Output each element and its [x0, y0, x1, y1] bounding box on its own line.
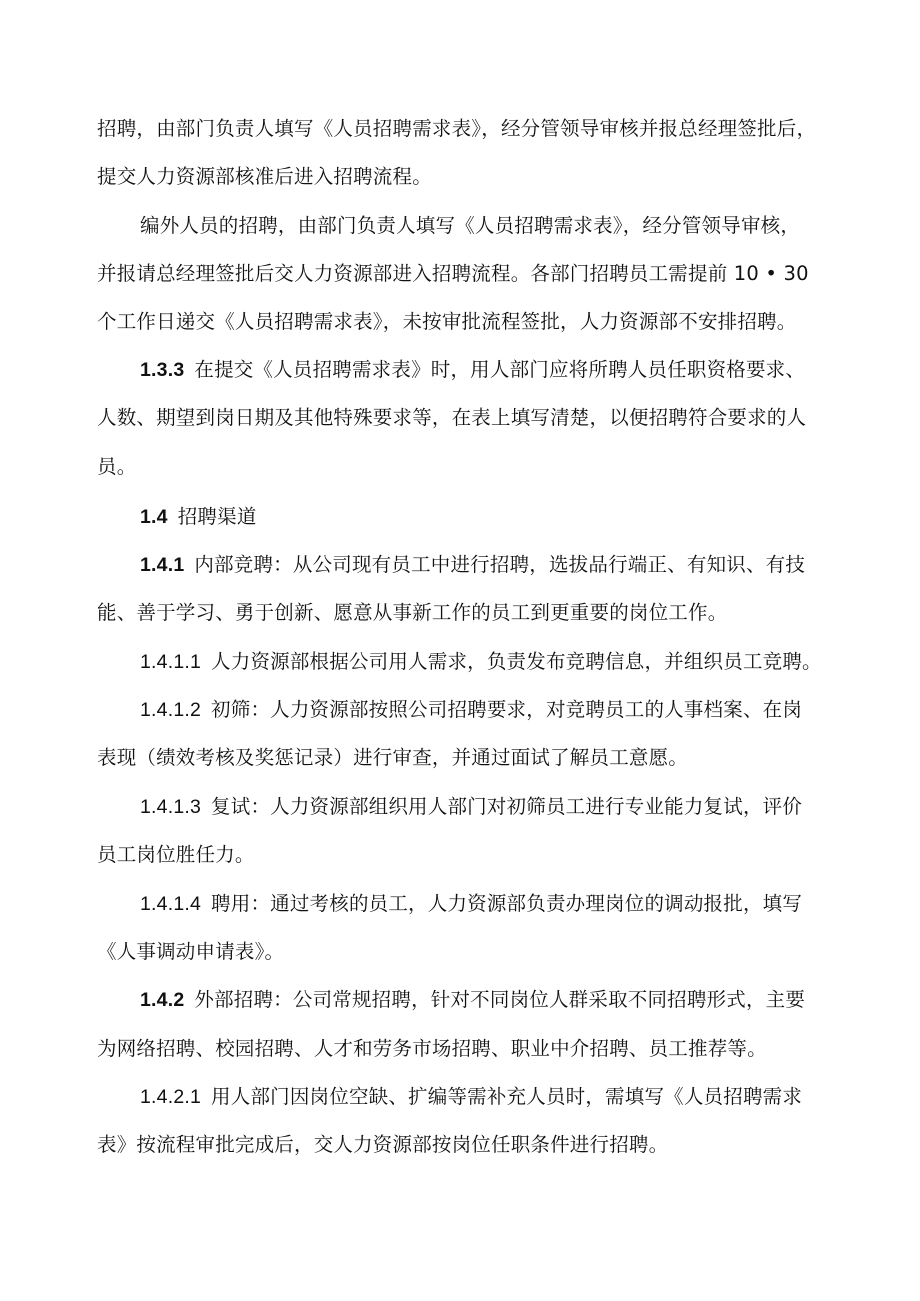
- line-text: 初筛：人力资源部按照公司招聘要求，对竞聘员工的人事档案、在岗: [211, 698, 803, 721]
- section-number: 1.4.2: [140, 989, 185, 1011]
- line-text: 员工岗位胜任力。: [97, 843, 255, 866]
- paragraph-line: [97, 455, 136, 479]
- paragraph-line: [140, 214, 800, 238]
- section-number: 1.4.1.4: [140, 893, 202, 915]
- line-text: 能、善于学习、勇于创新、愿意从事新工作的员工到更重要的岗位工作。: [97, 601, 728, 624]
- section-number: 1.4.1: [140, 554, 185, 576]
- section-heading-1-4: [140, 505, 257, 529]
- line-text: 个工作日递交《人员招聘需求表》，未按审批流程签批，人力资源部不安排招聘。: [97, 310, 797, 333]
- paragraph-line: [97, 940, 284, 964]
- section-line-1-4-1-4: [140, 892, 802, 916]
- section-title: 招聘渠道: [177, 505, 257, 528]
- line-text: 提交人力资源部核准后进入招聘流程。: [97, 165, 432, 188]
- line-text: 外部招聘：公司常规招聘，针对不同岗位人群采取不同招聘形式，主要: [194, 988, 806, 1011]
- line-text: 用人部门因岗位空缺、扩编等需补充人员时，需填写《人员招聘需求: [211, 1085, 803, 1108]
- section-line-1-4-2-1: [140, 1085, 802, 1109]
- line-text: 内部竞聘：从公司现有员工中进行招聘，选拔品行端正、有知识、有技: [194, 553, 806, 576]
- section-number: 1.4: [140, 506, 168, 528]
- line-text: 编外人员的招聘，由部门负责人填写《人员招聘需求表》，经分管领导审核，: [140, 214, 801, 237]
- paragraph-line: [97, 406, 806, 430]
- line-text: 员。: [97, 455, 137, 478]
- line-text: 人数、期望到岗日期及其他特殊要求等，在表上填写清楚，以便招聘符合要求的人: [97, 406, 807, 429]
- line-text: 招聘，由部门负责人填写《人员招聘需求表》，经分管领导审核并报总经理签批后，: [97, 117, 817, 140]
- section-number: 1.3.3: [140, 359, 185, 381]
- line-text: 表》按流程审批完成后，交人力资源部按岗位任职条件进行招聘。: [97, 1133, 669, 1156]
- line-text: 《人事调动申请表》。: [97, 940, 285, 963]
- paragraph-line: [97, 601, 727, 625]
- line-text: 聘用：通过考核的员工，人力资源部负责办理岗位的调动报批，填写: [211, 892, 803, 915]
- section-number: 1.4.2.1: [140, 1086, 202, 1108]
- line-text: 为网络招聘、校园招聘、人才和劳务市场招聘、职业中介招聘、员工推荐等。: [97, 1037, 767, 1060]
- paragraph-line: [97, 262, 809, 286]
- paragraph-line: [97, 310, 796, 334]
- section-number: 1.4.1.1: [140, 651, 202, 673]
- paragraph-line: [97, 1037, 767, 1061]
- section-number: 1.4.1.3: [140, 796, 202, 818]
- section-line-1-4-1-3: [140, 795, 802, 819]
- paragraph-line: [97, 1133, 668, 1157]
- section-line-1-3-3: [140, 358, 805, 382]
- section-line-1-4-1-2: [140, 698, 802, 722]
- line-text: 人力资源部根据公司用人需求，负责发布竞聘信息，并组织员工竞聘。: [211, 650, 822, 673]
- paragraph-line: [97, 165, 432, 189]
- section-line-1-4-1-1: [140, 650, 822, 674]
- section-line-1-4-1: [140, 553, 805, 577]
- line-text: 在提交《人员招聘需求表》时，用人部门应将所聘人员任职资格要求、: [194, 358, 806, 381]
- line-text: 复试：人力资源部组织用人部门对初筛员工进行专业能力复试，评价: [211, 795, 803, 818]
- section-line-1-4-2: [140, 988, 805, 1012]
- section-number: 1.4.1.2: [140, 699, 202, 721]
- line-text: 表现（绩效考核及奖惩记录）进行审查，并通过面试了解员工意愿。: [97, 746, 689, 769]
- paragraph-line: [97, 843, 255, 867]
- line-text: 并报请总经理签批后交人力资源部进入招聘流程。各部门招聘员工需提前 10 • 30: [97, 262, 809, 285]
- paragraph-line: [97, 117, 816, 141]
- paragraph-line: [97, 746, 688, 770]
